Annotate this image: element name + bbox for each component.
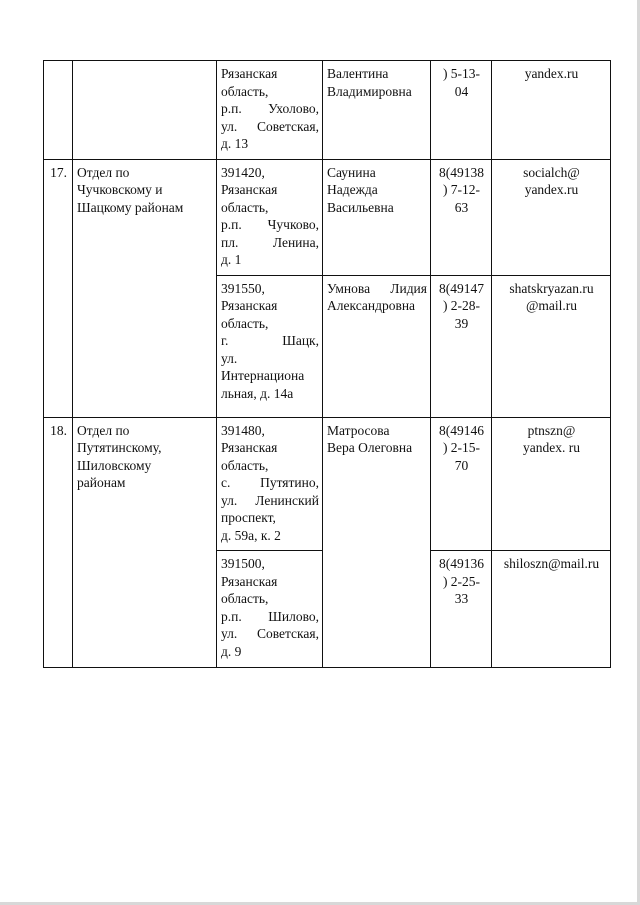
table-row bbox=[44, 417, 611, 551]
table-row bbox=[44, 61, 611, 160]
contact-person-cell: Умнова Лидия Александровна bbox=[323, 275, 431, 417]
address-cell: 391550, Рязанская область, г. Шацк, ул. Интернациона льная, д. 14а bbox=[217, 275, 323, 417]
contact-person-cell: Саунина Надежда Васильевна bbox=[323, 159, 431, 275]
phone-cell: 8(49136 ) 2-25- 33 bbox=[431, 551, 492, 668]
phone-cell: 8(49147 ) 2-28- 39 bbox=[431, 275, 492, 417]
address-cell: 391500, Рязанская область, р.п. Шилово, ул. Советская, д. 9 bbox=[217, 551, 323, 668]
address-cell: 391420, Рязанская область, р.п. Чучково, пл. Ленина, д. 1 bbox=[217, 159, 323, 275]
contact-person-cell: Матросова Вера Олеговна bbox=[323, 417, 431, 668]
email-cell: shiloszn@mail.ru bbox=[492, 551, 611, 668]
row-number-cell: 17. bbox=[44, 159, 73, 417]
phone-cell: ) 5-13- 04 bbox=[431, 61, 492, 160]
department-cell: Отдел по Путятинскому, Шиловскому районам bbox=[73, 417, 217, 668]
department-cell bbox=[73, 61, 217, 160]
department-cell: Отдел по Чучковскому и Шацкому районам bbox=[73, 159, 217, 417]
email-cell: ptnszn@ yandex. ru bbox=[492, 417, 611, 551]
address-cell: Рязанская область, р.п. Ухолово, ул. Советская, д. 13 bbox=[217, 61, 323, 160]
row-number-cell: 18. bbox=[44, 417, 73, 668]
email-cell: shatskryazan.ru @mail.ru bbox=[492, 275, 611, 417]
phone-cell: 8(49146 ) 2-15- 70 bbox=[431, 417, 492, 551]
email-cell: socialch@ yandex.ru bbox=[492, 159, 611, 275]
email-cell: yandex.ru bbox=[492, 61, 611, 160]
address-cell: 391480, Рязанская область, с. Путятино, ул. Ленинский проспект, д. 59а, к. 2 bbox=[217, 417, 323, 551]
table-row bbox=[44, 159, 611, 275]
row-number-cell bbox=[44, 61, 73, 160]
phone-cell: 8(49138 ) 7-12- 63 bbox=[431, 159, 492, 275]
department-contacts-table bbox=[43, 60, 611, 668]
contact-person-cell: Валентина Владимировна bbox=[323, 61, 431, 160]
